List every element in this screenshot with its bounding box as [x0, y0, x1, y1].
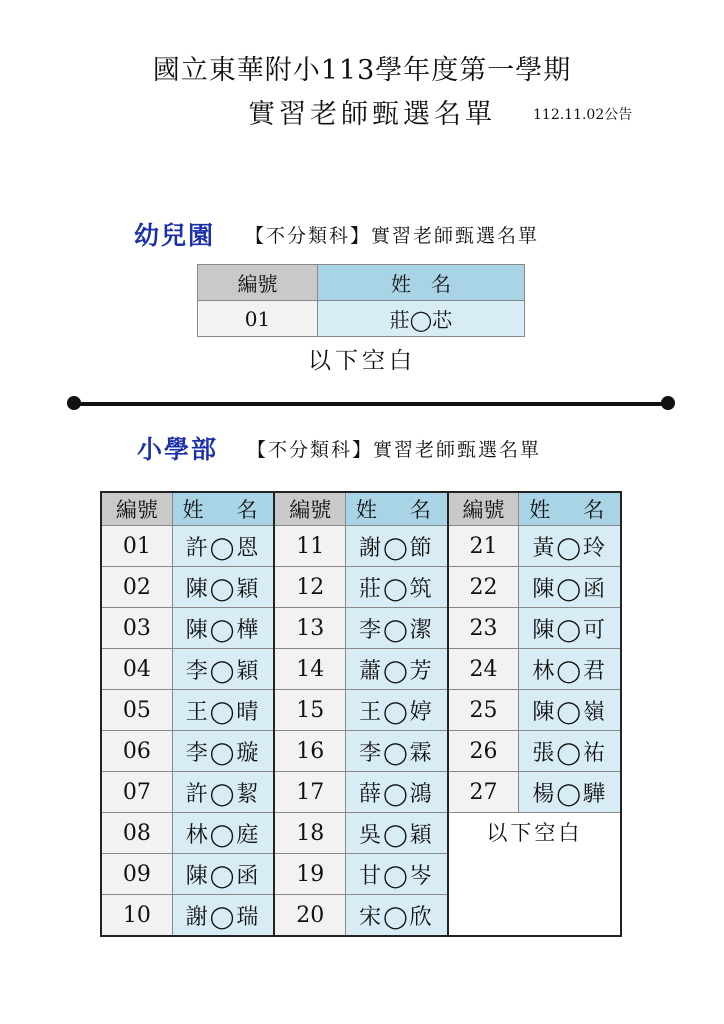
cell-number: 03 — [101, 608, 172, 649]
cell-name: 宋◯欣 — [346, 895, 448, 937]
cell-name: 謝◯瑞 — [172, 895, 274, 937]
kindergarten-name: 幼兒園 — [134, 221, 216, 250]
cell-name: 張◯祐 — [519, 731, 621, 772]
table-row — [101, 567, 621, 608]
cell-name: 王◯婷 — [346, 690, 448, 731]
cell-number: 07 — [101, 772, 172, 813]
divider-line — [74, 402, 668, 406]
primary-end-note: 以下空白 — [448, 813, 621, 937]
cell-number: 26 — [448, 731, 519, 772]
table-header-row — [198, 265, 525, 301]
cell-name: 李◯潔 — [346, 608, 448, 649]
cell-number: 05 — [101, 690, 172, 731]
cell-name: 吳◯穎 — [346, 813, 448, 854]
cell-name: 許◯恩 — [172, 526, 274, 567]
cell-number: 24 — [448, 649, 519, 690]
cell-name: 陳◯函 — [172, 854, 274, 895]
cell-number: 01 — [198, 301, 318, 337]
cell-number: 20 — [274, 895, 345, 937]
table-row — [198, 301, 525, 337]
header-name: 姓 名 — [519, 492, 621, 526]
header-number: 編號 — [448, 492, 519, 526]
title-line-1: 國立東華附小113學年度第一學期 — [152, 55, 572, 86]
cell-number: 15 — [274, 690, 345, 731]
table-row — [101, 690, 621, 731]
header-number: 編號 — [101, 492, 172, 526]
header-name: 姓 名 — [346, 492, 448, 526]
table-row — [101, 649, 621, 690]
cell-number: 02 — [101, 567, 172, 608]
cell-number: 23 — [448, 608, 519, 649]
cell-name: 王◯晴 — [172, 690, 274, 731]
kindergarten-subtitle: 【不分類科】實習老師甄選名單 — [245, 225, 540, 247]
cell-name: 李◯霖 — [346, 731, 448, 772]
cell-name: 莊◯筑 — [346, 567, 448, 608]
cell-number: 10 — [101, 895, 172, 937]
cell-number: 11 — [274, 526, 345, 567]
header-name: 姓 名 — [172, 492, 274, 526]
cell-name: 莊◯芯 — [318, 301, 525, 337]
cell-number: 04 — [101, 649, 172, 690]
cell-name: 陳◯嶺 — [519, 690, 621, 731]
primary-name: 小學部 — [137, 435, 219, 464]
cell-name: 李◯璇 — [172, 731, 274, 772]
header-name: 姓 名 — [318, 265, 525, 301]
primary-subtitle: 【不分類科】實習老師甄選名單 — [247, 439, 542, 461]
cell-name: 陳◯函 — [519, 567, 621, 608]
cell-name: 甘◯岑 — [346, 854, 448, 895]
cell-name: 李◯穎 — [172, 649, 274, 690]
divider-dot-right — [661, 396, 675, 410]
cell-name: 黃◯玲 — [519, 526, 621, 567]
cell-name: 薛◯鴻 — [346, 772, 448, 813]
cell-name: 蕭◯芳 — [346, 649, 448, 690]
cell-number: 27 — [448, 772, 519, 813]
cell-number: 17 — [274, 772, 345, 813]
cell-number: 09 — [101, 854, 172, 895]
cell-number: 13 — [274, 608, 345, 649]
cell-number: 08 — [101, 813, 172, 854]
table-header-row — [101, 492, 621, 526]
cell-number: 12 — [274, 567, 345, 608]
kindergarten-end-note: 以下空白 — [308, 348, 416, 374]
cell-name: 謝◯節 — [346, 526, 448, 567]
cell-number: 01 — [101, 526, 172, 567]
cell-name: 陳◯可 — [519, 608, 621, 649]
header-number: 編號 — [198, 265, 318, 301]
cell-number: 18 — [274, 813, 345, 854]
table-row — [101, 526, 621, 567]
table-row — [101, 813, 621, 854]
kindergarten-table — [197, 264, 525, 337]
table-row — [101, 772, 621, 813]
table-row — [101, 608, 621, 649]
cell-name: 陳◯樺 — [172, 608, 274, 649]
cell-name: 陳◯穎 — [172, 567, 274, 608]
notice-date: 112.11.02公告 — [533, 107, 633, 123]
cell-name: 林◯君 — [519, 649, 621, 690]
cell-number: 14 — [274, 649, 345, 690]
primary-table — [100, 491, 622, 937]
table-row — [101, 731, 621, 772]
title-line-2: 實習老師甄選名單 — [248, 99, 496, 130]
cell-number: 22 — [448, 567, 519, 608]
cell-number: 16 — [274, 731, 345, 772]
cell-number: 06 — [101, 731, 172, 772]
cell-number: 25 — [448, 690, 519, 731]
cell-number: 21 — [448, 526, 519, 567]
cell-name: 許◯絜 — [172, 772, 274, 813]
cell-name: 楊◯驊 — [519, 772, 621, 813]
cell-number: 19 — [274, 854, 345, 895]
header-number: 編號 — [274, 492, 345, 526]
cell-name: 林◯庭 — [172, 813, 274, 854]
